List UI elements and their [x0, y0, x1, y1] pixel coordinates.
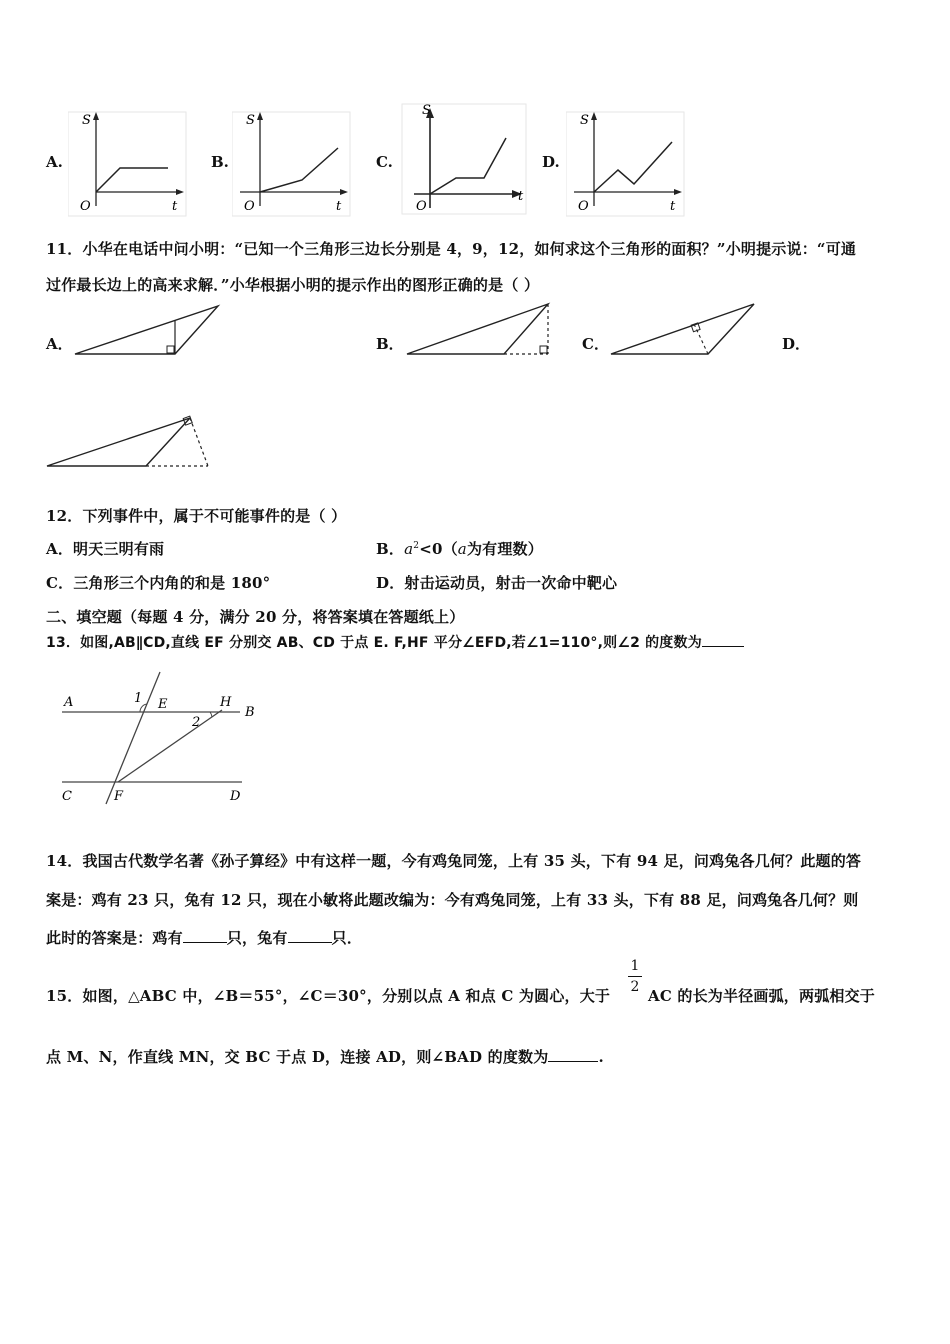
q15-line2-a: 点 M、N，作直线 MN，交 BC 于点 D，连接 AD，则∠BAD 的度数为	[46, 1048, 549, 1066]
q15-stem-line1a: 15．如图，△ABC 中，∠B＝55°，∠C＝30°，分别以点 A 和点 C 为圆心，大于	[46, 987, 611, 1005]
q12-option-b	[376, 538, 543, 559]
graph-line	[594, 142, 672, 192]
q10-option-a-label: A.	[46, 153, 63, 171]
q14-chicken-blank[interactable]	[183, 928, 227, 943]
q12-b-var: a	[404, 540, 414, 558]
svg-text:S: S	[246, 113, 255, 128]
svg-text:E: E	[158, 697, 168, 712]
svg-text:S: S	[422, 103, 431, 118]
q12-b-prefix: B．	[376, 540, 405, 558]
q12-b-rest: <0（	[419, 540, 458, 558]
q11-option-a-label: A．	[46, 335, 73, 353]
q10-graph-d	[566, 110, 686, 220]
q14-line3-b: 只，兔有	[226, 929, 288, 947]
q13-stem	[46, 632, 744, 652]
q12-option-c: C．三角形三个内角的和是 180°	[46, 574, 271, 592]
svg-text:O: O	[416, 199, 427, 214]
q15-stem-line1b: AC 的长为半径画弧，两弧相交于	[648, 987, 876, 1005]
q11-figure-a	[70, 300, 225, 360]
q14-line3-a: 此时的答案是：鸡有	[46, 929, 183, 947]
q10-graph-a	[68, 110, 188, 220]
svg-text:B: B	[245, 705, 255, 720]
svg-text:D: D	[230, 789, 241, 804]
x-label: t	[172, 199, 178, 214]
svg-text:O: O	[244, 199, 255, 214]
q15-frac-den: 2	[630, 979, 640, 995]
q15-stem-line2	[46, 1046, 604, 1067]
svg-text:t: t	[670, 199, 676, 214]
q11-figure-b	[402, 300, 557, 360]
q11-figure-d	[42, 408, 217, 472]
svg-text:O: O	[578, 199, 589, 214]
q10-option-d-label: D.	[542, 153, 560, 171]
q15-fraction	[628, 958, 642, 995]
svg-text:2: 2	[192, 715, 201, 730]
q14-stem-line2: 案是：鸡有 23 只，兔有 12 只，现在小敏将此题改编为：今有鸡兔同笼，上有 33 头，下有 88 足，问鸡兔各几何？则	[46, 891, 859, 909]
q10-option-c-label: C.	[376, 153, 393, 171]
origin-label: O	[80, 199, 91, 214]
q13-answer-blank[interactable]	[702, 632, 744, 647]
graph-line	[96, 168, 168, 192]
y-axis-arrow	[93, 112, 99, 120]
q12-b-var2: a	[457, 540, 467, 558]
svg-text:C: C	[62, 789, 72, 804]
svg-text:A: A	[64, 695, 74, 710]
q11-option-d-label: D．	[782, 335, 811, 353]
q11-option-b-label: B．	[376, 335, 404, 353]
q12-stem: 12．下列事件中，属于不可能事件的是（ ）	[46, 507, 347, 525]
q14-stem-line3	[46, 927, 362, 948]
q15-line2-b: .	[598, 1048, 604, 1066]
svg-text:t: t	[518, 189, 524, 204]
q14-rabbit-blank[interactable]	[288, 928, 332, 943]
q11-option-c-label: C．	[582, 335, 609, 353]
line-ef	[106, 672, 160, 804]
q14-line3-c: 只．	[331, 929, 363, 947]
svg-text:F: F	[114, 789, 124, 804]
q11-stem-line2: 过作最长边上的高来求解．”小华根据小明的提示作出的图形正确的是（ ）	[46, 276, 540, 294]
y-label: S	[82, 113, 91, 128]
line-hf	[118, 710, 222, 782]
graph-line	[260, 148, 338, 192]
graph-line	[430, 138, 506, 194]
q11-stem-line1: 11．小华在电话中问小明：“已知一个三角形三边长分别是 4，9，12，如何求这个三角形的面积？”小明提示说：“可通	[46, 240, 857, 258]
q10-option-b-label: B.	[211, 153, 229, 171]
q11-figure-c	[606, 300, 761, 360]
q12-b-exp: 2	[413, 541, 420, 551]
q12-option-d: D．射击运动员，射击一次命中靶心	[376, 574, 618, 592]
q15-frac-num: 1	[630, 958, 640, 974]
q13-stem-text: 13．如图,AB∥CD,直线 EF 分别交 AB、CD 于点 E. F,HF 平分∠EFD,若∠1=110°,则∠2 的度数为	[46, 635, 702, 651]
q15-answer-blank[interactable]	[548, 1047, 598, 1062]
svg-text:S: S	[580, 113, 589, 128]
svg-text:t: t	[336, 199, 342, 214]
q10-graph-c	[400, 100, 530, 218]
q10-graph-b	[232, 110, 352, 220]
svg-text:H: H	[220, 695, 232, 710]
section2-title: 二、填空题（每题 4 分，满分 20 分，将答案填在答题纸上）	[46, 608, 465, 626]
q12-option-a: A．明天三明有雨	[46, 540, 165, 558]
q12-b-tail: 为有理数）	[466, 540, 543, 558]
q14-stem-line1: 14．我国古代数学名著《孙子算经》中有这样一题，今有鸡兔同笼，上有 35 头，下有 94 足，问鸡兔各几何？此题的答	[46, 852, 862, 870]
q13-figure	[52, 660, 267, 810]
svg-text:1: 1	[134, 691, 143, 706]
angle2-arc	[210, 712, 212, 717]
x-axis-arrow	[176, 189, 184, 195]
